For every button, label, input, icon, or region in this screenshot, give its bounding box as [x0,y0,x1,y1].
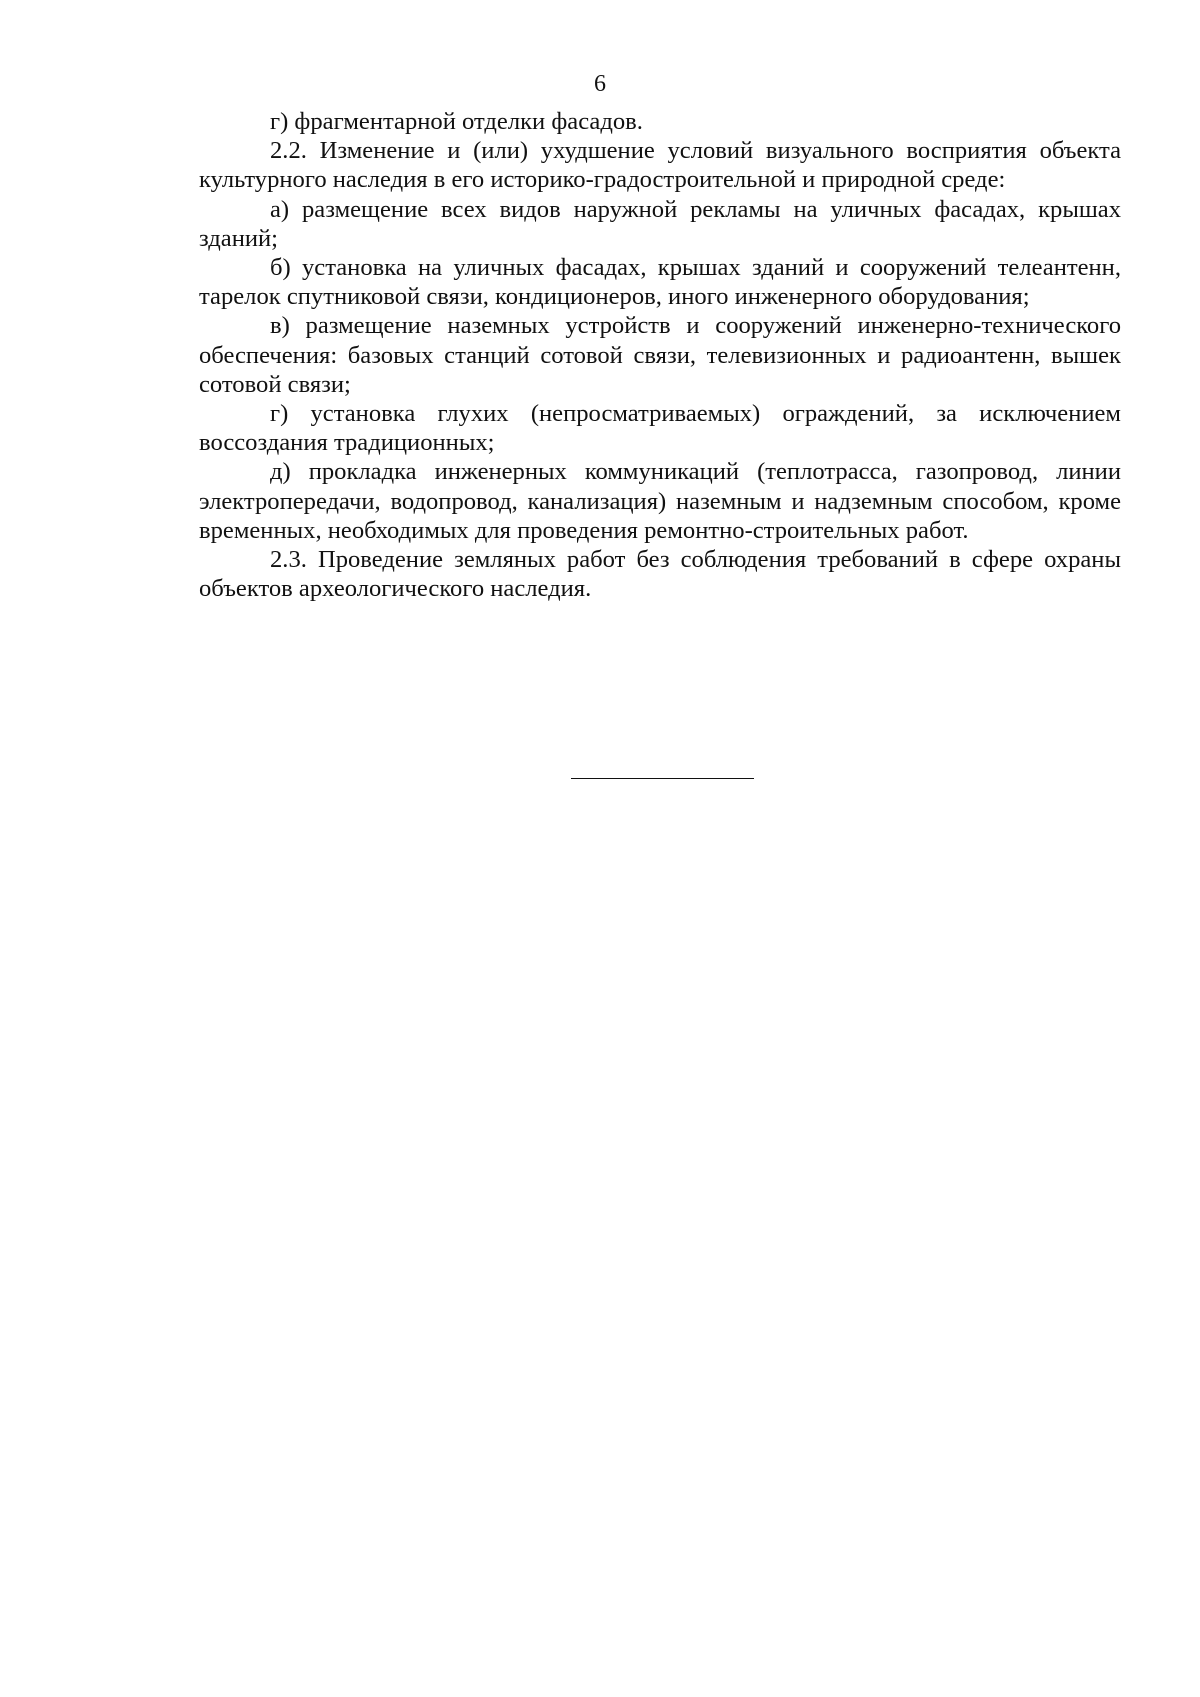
paragraph-2-2-a: а) размещение всех видов наружной рекламы на уличных фасадах, крышах зданий; [199,195,1121,252]
paragraph-g-facade-finishing: г) фрагментарной отделки фасадов. [270,108,643,135]
page-number: 6 [594,71,606,97]
document-body [199,107,1121,603]
paragraph-2-2-v: в) размещение наземных устройств и сооружений инженерно-технического обеспечения: базовых станций сотовой связи, телевизионных и радиоантенн, вышек сотовой связи; [199,312,1121,398]
paragraph-2-2-b: б) установка на уличных фасадах, крышах зданий и сооружений телеантенн, тарелок спутниковой связи, кондиционеров, иного инженерного оборудования; [199,254,1121,311]
paragraph-2-2-g: г) установка глухих (непросматриваемых) ограждений, за исключением воссоздания традиционных; [199,400,1121,457]
paragraph-2-2-d: д) прокладка инженерных коммуникаций (теплотрасса, газопровод, линии электропередачи, водопровод, канализация) наземным и надземным способом, кроме временных, необходимых для проведения ремонтно-строительных работ. [199,458,1121,544]
paragraph-2-2: 2.2. Изменение и (или) ухудшение условий визуального восприятия объекта культурного наследия в его историко-градостроительной и природной среде: [199,137,1121,194]
end-of-document-rule [571,778,754,779]
paragraph-2-3: 2.3. Проведение земляных работ без соблюдения требований в сфере охраны объектов археологического наследия. [199,546,1121,603]
